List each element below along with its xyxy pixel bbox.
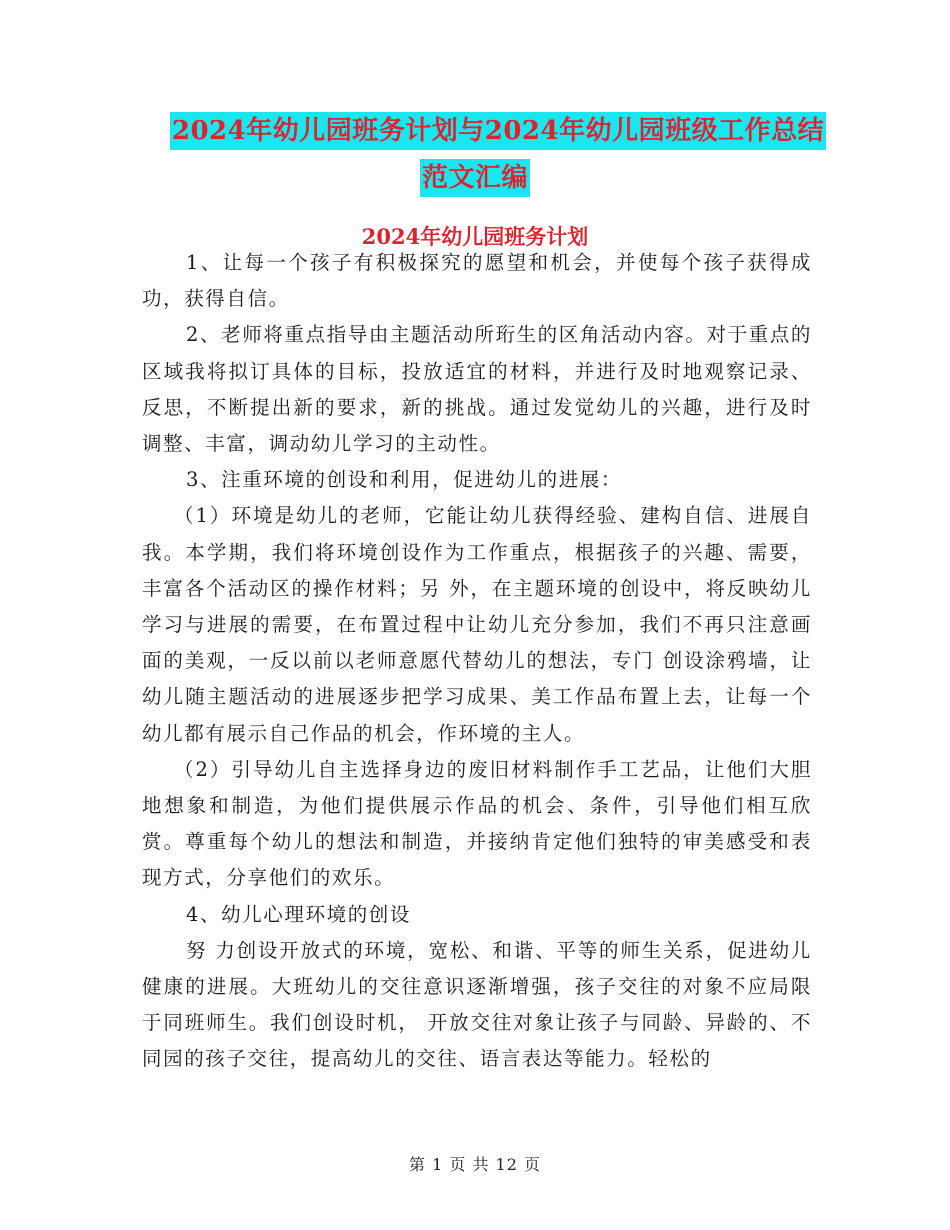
section-title: 2024年幼儿园班务计划 [361, 224, 589, 249]
page-footer: 第 1 页 共 12 页 [409, 1155, 541, 1174]
document-body [142, 245, 812, 1078]
title-line-2: 范文汇编 [420, 159, 530, 197]
paragraph-5: （2）引导幼儿自主选择身边的废旧材料制作手工艺品，让他们大胆地想象和制造，为他们提供展示作品的机会、条件，引导他们相互欣赏。尊重每个幼儿的想法和制造，并接纳肯定他们独特的审美感受和表现方式，分享他们的欢乐。 [142, 757, 812, 890]
title-line-1: 2024年幼儿园班务计划与2024年幼儿园班级工作总结 [170, 112, 826, 150]
paragraph-3: 3、注重环境的创设和利用，促进幼儿的进展： [186, 468, 623, 492]
paragraph-4: （1）环境是幼儿的老师，它能让幼儿获得经验、建构自信、进展自我。本学期，我们将环境创设作为工作重点，根据孩子的兴趣、需要，丰富各个活动区的操作材料；另 外，在主题环境的创设中，将反映幼儿学习与进展的需要，在布置过程中让幼儿充分参加，我们不再只注意画面的美观，一反以前以老师意愿代替幼儿的想法，专门 创设涂鸦墙，让幼儿随主题活动的进展逐步把学习成果、美工作品布置上去，让每一个幼儿都有展示自己作品的机会，作环境的主人。 [142, 504, 812, 745]
paragraph-7: 努 力创设开放式的环境，宽松、和谐、平等的师生关系，促进幼儿健康的进展。大班幼儿的交往意识逐渐增强，孩子交往的对象不应局限于同班师生。我们创设时机， 开放交往对象让孩子与同龄、异龄的、不同园的孩子交往，提高幼儿的交往、语言表达等能力。轻松的 [142, 938, 812, 1071]
paragraph-2: 2、老师将重点指导由主题活动所珩生的区角活动内容。对于重点的区域我将拟订具体的目标，投放适宜的材料，并进行及时地观察记录、反思，不断提出新的要求，新的挑战。通过发觉幼儿的兴趣，进行及时调整、丰富，调动幼儿学习的主动性。 [142, 323, 812, 456]
paragraph-6: 4、幼儿心理环境的创设 [186, 902, 412, 926]
document-title [0, 112, 950, 197]
paragraph-1: 1、让每一个孩子有积极探究的愿望和机会，并使每个孩子获得成功，获得自信。 [142, 251, 812, 311]
